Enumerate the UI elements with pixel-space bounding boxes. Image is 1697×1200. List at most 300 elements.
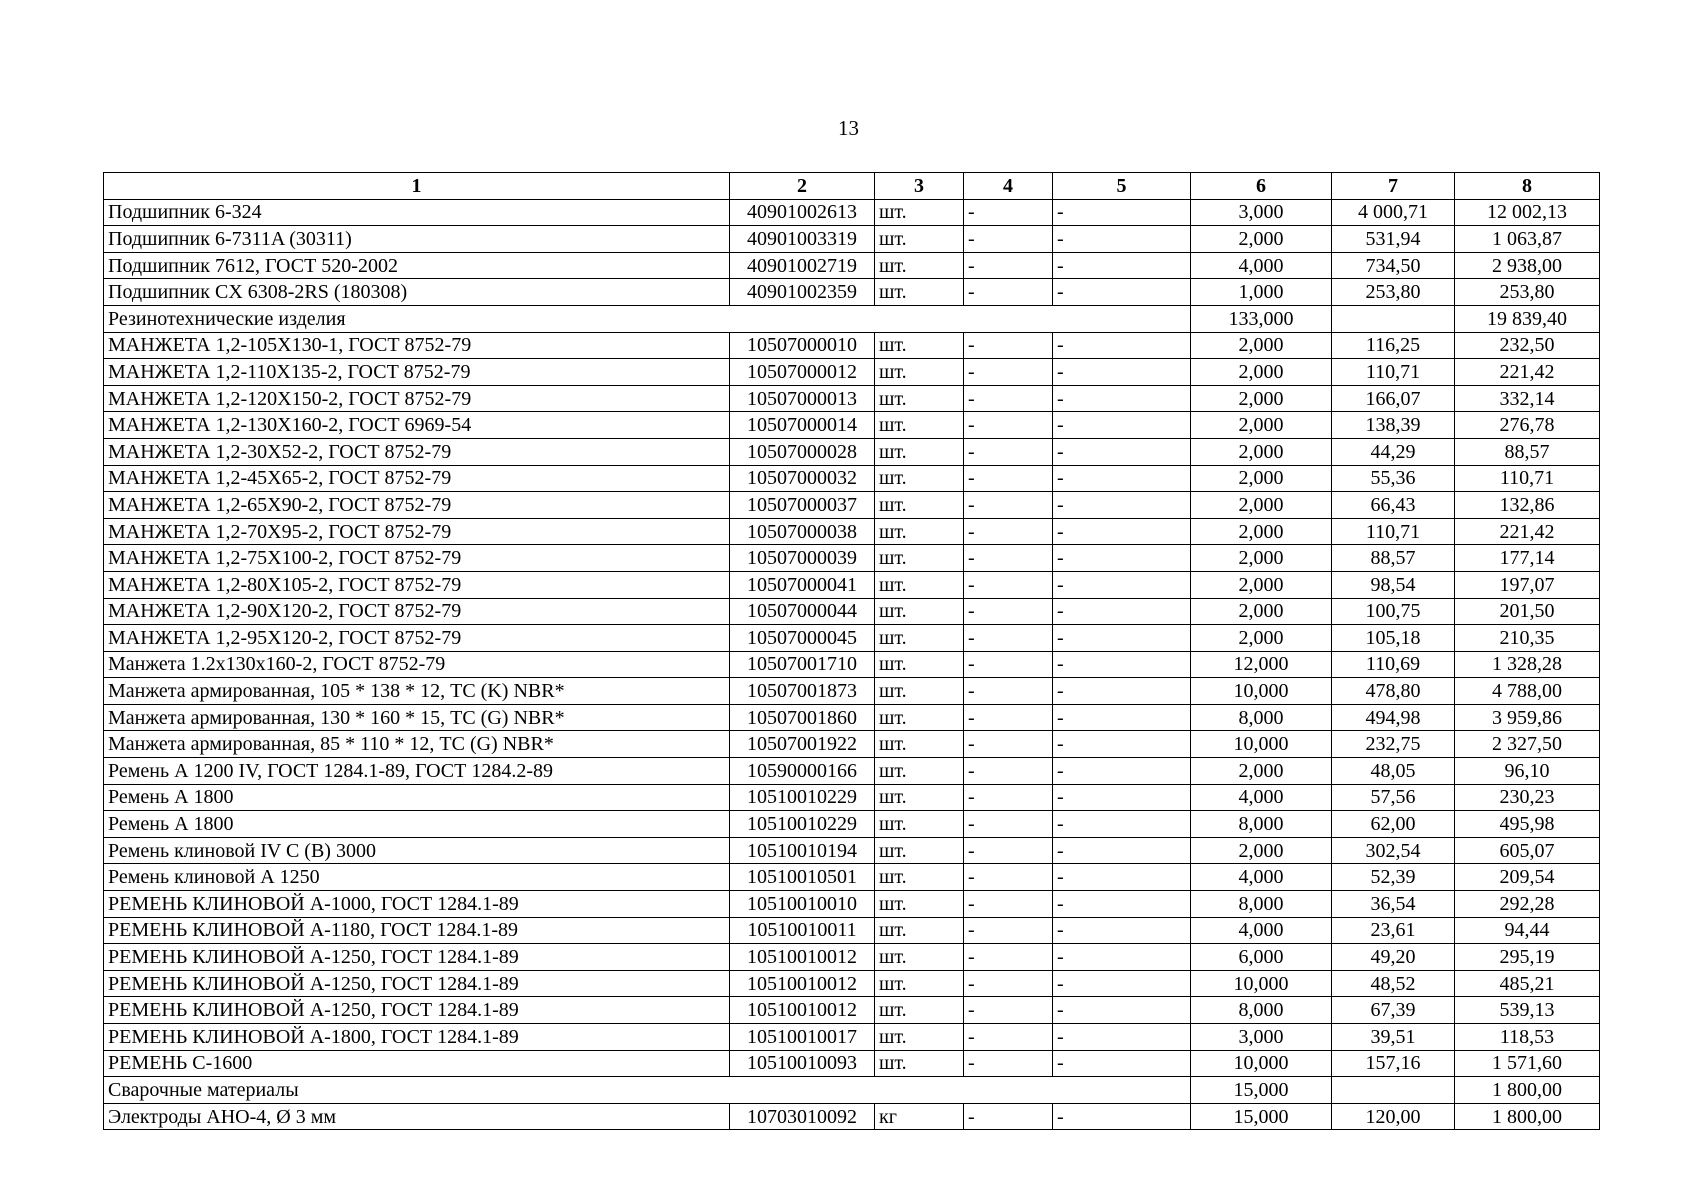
item-name-cell: РЕМЕНЬ КЛИНОВОЙ А-1180, ГОСТ 1284.1-89 xyxy=(104,917,730,944)
item-name-cell: МАНЖЕТА 1,2-95Х120-2, ГОСТ 8752-79 xyxy=(104,625,730,652)
code-cell: 10507000014 xyxy=(730,412,875,439)
item-name-cell: МАНЖЕТА 1,2-80Х105-2, ГОСТ 8752-79 xyxy=(104,571,730,598)
code-cell: 10703010092 xyxy=(730,1103,875,1130)
unit-cell: шт. xyxy=(875,465,964,492)
unit-cell: шт. xyxy=(875,837,964,864)
col4-cell: - xyxy=(964,359,1053,386)
sum-cell: 1 571,60 xyxy=(1455,1050,1600,1077)
code-cell: 10510010011 xyxy=(730,917,875,944)
qty-cell: 133,000 xyxy=(1191,305,1332,332)
group-name-cell: Сварочные материалы xyxy=(104,1077,1191,1104)
col4-cell: - xyxy=(964,837,1053,864)
col4-cell: - xyxy=(964,226,1053,253)
qty-cell: 8,000 xyxy=(1191,997,1332,1024)
price-cell: 531,94 xyxy=(1332,226,1455,253)
code-cell: 40901002359 xyxy=(730,279,875,306)
table-row xyxy=(104,226,1600,253)
qty-cell: 12,000 xyxy=(1191,651,1332,678)
sum-cell: 197,07 xyxy=(1455,571,1600,598)
item-name-cell: МАНЖЕТА 1,2-45Х65-2, ГОСТ 8752-79 xyxy=(104,465,730,492)
unit-cell: шт. xyxy=(875,891,964,918)
col5-cell: - xyxy=(1053,758,1191,785)
qty-cell: 2,000 xyxy=(1191,837,1332,864)
col4-cell: - xyxy=(964,571,1053,598)
code-cell: 10507000032 xyxy=(730,465,875,492)
unit-cell: шт. xyxy=(875,279,964,306)
col5-cell: - xyxy=(1053,412,1191,439)
unit-cell: шт. xyxy=(875,944,964,971)
code-cell: 10507001710 xyxy=(730,651,875,678)
table-row xyxy=(104,412,1600,439)
unit-cell: шт. xyxy=(875,492,964,519)
unit-cell: шт. xyxy=(875,226,964,253)
item-name-cell: РЕМЕНЬ С-1600 xyxy=(104,1050,730,1077)
page-number: 13 xyxy=(838,116,859,140)
item-name-cell: Ремень А 1200 IV, ГОСТ 1284.1-89, ГОСТ 1284.2-89 xyxy=(104,758,730,785)
col5-cell: - xyxy=(1053,492,1191,519)
code-cell: 10510010093 xyxy=(730,1050,875,1077)
col5-cell: - xyxy=(1053,465,1191,492)
col5-cell: - xyxy=(1053,811,1191,838)
col4-cell: - xyxy=(964,917,1053,944)
col4-cell: - xyxy=(964,438,1053,465)
table-row xyxy=(104,598,1600,625)
unit-cell: шт. xyxy=(875,678,964,705)
header-col-1: 1 xyxy=(104,173,730,200)
price-cell: 98,54 xyxy=(1332,571,1455,598)
table-row xyxy=(104,438,1600,465)
qty-cell: 10,000 xyxy=(1191,970,1332,997)
col4-cell: - xyxy=(964,199,1053,226)
qty-cell: 8,000 xyxy=(1191,704,1332,731)
qty-cell: 2,000 xyxy=(1191,438,1332,465)
table-row xyxy=(104,864,1600,891)
col5-cell: - xyxy=(1053,545,1191,572)
header-col-3: 3 xyxy=(875,173,964,200)
qty-cell: 6,000 xyxy=(1191,944,1332,971)
qty-cell: 2,000 xyxy=(1191,385,1332,412)
table-row xyxy=(104,1103,1600,1130)
table-row xyxy=(104,492,1600,519)
qty-cell: 2,000 xyxy=(1191,359,1332,386)
qty-cell: 2,000 xyxy=(1191,571,1332,598)
code-cell: 10510010229 xyxy=(730,784,875,811)
code-cell: 10507000039 xyxy=(730,545,875,572)
sum-cell: 539,13 xyxy=(1455,997,1600,1024)
sum-cell: 110,71 xyxy=(1455,465,1600,492)
item-name-cell: МАНЖЕТА 1,2-70Х95-2, ГОСТ 8752-79 xyxy=(104,518,730,545)
qty-cell: 4,000 xyxy=(1191,784,1332,811)
col5-cell: - xyxy=(1053,837,1191,864)
unit-cell: шт. xyxy=(875,651,964,678)
price-cell: 39,51 xyxy=(1332,1024,1455,1051)
materials-table xyxy=(103,172,1600,1130)
col5-cell: - xyxy=(1053,864,1191,891)
col5-cell: - xyxy=(1053,704,1191,731)
price-cell: 49,20 xyxy=(1332,944,1455,971)
sum-cell: 94,44 xyxy=(1455,917,1600,944)
header-col-4: 4 xyxy=(964,173,1053,200)
sum-cell: 332,14 xyxy=(1455,385,1600,412)
code-cell: 10507001860 xyxy=(730,704,875,731)
price-cell: 734,50 xyxy=(1332,252,1455,279)
qty-cell: 8,000 xyxy=(1191,811,1332,838)
header-col-7: 7 xyxy=(1332,173,1455,200)
code-cell: 10510010017 xyxy=(730,1024,875,1051)
price-cell: 116,25 xyxy=(1332,332,1455,359)
qty-cell: 3,000 xyxy=(1191,199,1332,226)
code-cell: 10510010194 xyxy=(730,837,875,864)
code-cell: 10507000028 xyxy=(730,438,875,465)
item-name-cell: РЕМЕНЬ КЛИНОВОЙ А-1000, ГОСТ 1284.1-89 xyxy=(104,891,730,918)
sum-cell: 201,50 xyxy=(1455,598,1600,625)
code-cell: 10510010010 xyxy=(730,891,875,918)
header-col-8: 8 xyxy=(1455,173,1600,200)
col5-cell: - xyxy=(1053,784,1191,811)
qty-cell: 4,000 xyxy=(1191,917,1332,944)
qty-cell: 3,000 xyxy=(1191,1024,1332,1051)
col4-cell: - xyxy=(964,970,1053,997)
col5-cell: - xyxy=(1053,997,1191,1024)
unit-cell: шт. xyxy=(875,571,964,598)
code-cell: 40901002613 xyxy=(730,199,875,226)
price-cell: 138,39 xyxy=(1332,412,1455,439)
price-cell xyxy=(1332,305,1455,332)
price-cell: 62,00 xyxy=(1332,811,1455,838)
col5-cell: - xyxy=(1053,944,1191,971)
col5-cell: - xyxy=(1053,279,1191,306)
col4-cell: - xyxy=(964,598,1053,625)
unit-cell: шт. xyxy=(875,598,964,625)
sum-cell: 221,42 xyxy=(1455,518,1600,545)
item-name-cell: МАНЖЕТА 1,2-90Х120-2, ГОСТ 8752-79 xyxy=(104,598,730,625)
qty-cell: 2,000 xyxy=(1191,465,1332,492)
unit-cell: шт. xyxy=(875,784,964,811)
qty-cell: 15,000 xyxy=(1191,1077,1332,1104)
header-col-5: 5 xyxy=(1053,173,1191,200)
col5-cell: - xyxy=(1053,891,1191,918)
sum-cell: 221,42 xyxy=(1455,359,1600,386)
qty-cell: 2,000 xyxy=(1191,518,1332,545)
price-cell: 48,52 xyxy=(1332,970,1455,997)
sum-cell: 88,57 xyxy=(1455,438,1600,465)
item-name-cell: РЕМЕНЬ КЛИНОВОЙ А-1250, ГОСТ 1284.1-89 xyxy=(104,997,730,1024)
table-row xyxy=(104,199,1600,226)
qty-cell: 15,000 xyxy=(1191,1103,1332,1130)
price-cell: 120,00 xyxy=(1332,1103,1455,1130)
table-row xyxy=(104,359,1600,386)
qty-cell: 2,000 xyxy=(1191,412,1332,439)
item-name-cell: Манжета армированная, 105 * 138 * 12, TC (K) NBR* xyxy=(104,678,730,705)
sum-cell: 19 839,40 xyxy=(1455,305,1600,332)
unit-cell: шт. xyxy=(875,1050,964,1077)
table-row xyxy=(104,678,1600,705)
qty-cell: 4,000 xyxy=(1191,864,1332,891)
col4-cell: - xyxy=(964,704,1053,731)
col4-cell: - xyxy=(964,518,1053,545)
code-cell: 10510010229 xyxy=(730,811,875,838)
table-row xyxy=(104,837,1600,864)
qty-cell: 2,000 xyxy=(1191,492,1332,519)
item-name-cell: Ремень А 1800 xyxy=(104,811,730,838)
item-name-cell: Подшипник 7612, ГОСТ 520-2002 xyxy=(104,252,730,279)
sum-cell: 2 938,00 xyxy=(1455,252,1600,279)
group-name-cell: Резинотехнические изделия xyxy=(104,305,1191,332)
code-cell: 10510010012 xyxy=(730,970,875,997)
item-name-cell: Подшипник 6-324 xyxy=(104,199,730,226)
qty-cell: 4,000 xyxy=(1191,252,1332,279)
col4-cell: - xyxy=(964,1024,1053,1051)
col5-cell: - xyxy=(1053,970,1191,997)
col4-cell: - xyxy=(964,1050,1053,1077)
item-name-cell: Ремень клиновой А 1250 xyxy=(104,864,730,891)
price-cell: 23,61 xyxy=(1332,917,1455,944)
qty-cell: 10,000 xyxy=(1191,731,1332,758)
qty-cell: 2,000 xyxy=(1191,226,1332,253)
price-cell: 494,98 xyxy=(1332,704,1455,731)
price-cell: 110,71 xyxy=(1332,359,1455,386)
col4-cell: - xyxy=(964,332,1053,359)
col5-cell: - xyxy=(1053,226,1191,253)
col4-cell: - xyxy=(964,811,1053,838)
sum-cell: 177,14 xyxy=(1455,545,1600,572)
code-cell: 10507000044 xyxy=(730,598,875,625)
table-row xyxy=(104,1050,1600,1077)
unit-cell: шт. xyxy=(875,970,964,997)
col4-cell: - xyxy=(964,678,1053,705)
code-cell: 10507000013 xyxy=(730,385,875,412)
sum-cell: 4 788,00 xyxy=(1455,678,1600,705)
sum-cell: 1 328,28 xyxy=(1455,651,1600,678)
col4-cell: - xyxy=(964,891,1053,918)
price-cell: 478,80 xyxy=(1332,678,1455,705)
unit-cell: шт. xyxy=(875,385,964,412)
item-name-cell: Подшипник CX 6308-2RS (180308) xyxy=(104,279,730,306)
col5-cell: - xyxy=(1053,1050,1191,1077)
code-cell: 40901002719 xyxy=(730,252,875,279)
sum-cell: 210,35 xyxy=(1455,625,1600,652)
price-cell: 88,57 xyxy=(1332,545,1455,572)
unit-cell: шт. xyxy=(875,359,964,386)
code-cell: 10507001873 xyxy=(730,678,875,705)
sum-cell: 232,50 xyxy=(1455,332,1600,359)
table-row xyxy=(104,279,1600,306)
sum-cell: 295,19 xyxy=(1455,944,1600,971)
col4-cell: - xyxy=(964,545,1053,572)
table-row xyxy=(104,625,1600,652)
code-cell: 10507000041 xyxy=(730,571,875,598)
price-cell: 105,18 xyxy=(1332,625,1455,652)
code-cell: 10590000166 xyxy=(730,758,875,785)
price-cell xyxy=(1332,1077,1455,1104)
code-cell: 10510010012 xyxy=(730,997,875,1024)
col4-cell: - xyxy=(964,651,1053,678)
code-cell: 10507000045 xyxy=(730,625,875,652)
col4-cell: - xyxy=(964,864,1053,891)
price-cell: 166,07 xyxy=(1332,385,1455,412)
header-col-6: 6 xyxy=(1191,173,1332,200)
unit-cell: шт. xyxy=(875,811,964,838)
code-cell: 10510010012 xyxy=(730,944,875,971)
table-row xyxy=(104,917,1600,944)
col4-cell: - xyxy=(964,625,1053,652)
code-cell: 40901003319 xyxy=(730,226,875,253)
col5-cell: - xyxy=(1053,332,1191,359)
col5-cell: - xyxy=(1053,359,1191,386)
unit-cell: шт. xyxy=(875,625,964,652)
price-cell: 36,54 xyxy=(1332,891,1455,918)
col4-cell: - xyxy=(964,252,1053,279)
col4-cell: - xyxy=(964,784,1053,811)
sum-cell: 132,86 xyxy=(1455,492,1600,519)
col5-cell: - xyxy=(1053,1024,1191,1051)
price-cell: 48,05 xyxy=(1332,758,1455,785)
unit-cell: шт. xyxy=(875,332,964,359)
qty-cell: 2,000 xyxy=(1191,758,1332,785)
item-name-cell: МАНЖЕТА 1,2-65Х90-2, ГОСТ 8752-79 xyxy=(104,492,730,519)
unit-cell: шт. xyxy=(875,545,964,572)
item-name-cell: Манжета 1.2х130х160-2, ГОСТ 8752-79 xyxy=(104,651,730,678)
unit-cell: шт. xyxy=(875,412,964,439)
table-row xyxy=(104,891,1600,918)
table-row xyxy=(104,997,1600,1024)
unit-cell: шт. xyxy=(875,864,964,891)
group-row xyxy=(104,1077,1600,1104)
price-cell: 110,69 xyxy=(1332,651,1455,678)
sum-cell: 96,10 xyxy=(1455,758,1600,785)
sum-cell: 209,54 xyxy=(1455,864,1600,891)
item-name-cell: МАНЖЕТА 1,2-30Х52-2, ГОСТ 8752-79 xyxy=(104,438,730,465)
unit-cell: шт. xyxy=(875,731,964,758)
code-cell: 10507001922 xyxy=(730,731,875,758)
col5-cell: - xyxy=(1053,651,1191,678)
col5-cell: - xyxy=(1053,199,1191,226)
table-row xyxy=(104,784,1600,811)
item-name-cell: Электроды АНО-4, Ø 3 мм xyxy=(104,1103,730,1130)
item-name-cell: МАНЖЕТА 1,2-120Х150-2, ГОСТ 8752-79 xyxy=(104,385,730,412)
col5-cell: - xyxy=(1053,625,1191,652)
table-row xyxy=(104,465,1600,492)
table-row xyxy=(104,1024,1600,1051)
col4-cell: - xyxy=(964,758,1053,785)
price-cell: 100,75 xyxy=(1332,598,1455,625)
price-cell: 55,36 xyxy=(1332,465,1455,492)
sum-cell: 12 002,13 xyxy=(1455,199,1600,226)
item-name-cell: РЕМЕНЬ КЛИНОВОЙ А-1250, ГОСТ 1284.1-89 xyxy=(104,970,730,997)
qty-cell: 8,000 xyxy=(1191,891,1332,918)
qty-cell: 1,000 xyxy=(1191,279,1332,306)
table-row xyxy=(104,811,1600,838)
code-cell: 10507000037 xyxy=(730,492,875,519)
table-row xyxy=(104,704,1600,731)
col5-cell: - xyxy=(1053,252,1191,279)
table-row xyxy=(104,252,1600,279)
sum-cell: 495,98 xyxy=(1455,811,1600,838)
unit-cell: шт. xyxy=(875,438,964,465)
table-row xyxy=(104,385,1600,412)
code-cell: 10507000012 xyxy=(730,359,875,386)
col4-cell: - xyxy=(964,1103,1053,1130)
qty-cell: 10,000 xyxy=(1191,678,1332,705)
item-name-cell: МАНЖЕТА 1,2-130Х160-2, ГОСТ 6969-54 xyxy=(104,412,730,439)
table-row xyxy=(104,970,1600,997)
table-row xyxy=(104,758,1600,785)
sum-cell: 3 959,86 xyxy=(1455,704,1600,731)
sum-cell: 1 063,87 xyxy=(1455,226,1600,253)
unit-cell: шт. xyxy=(875,199,964,226)
col4-cell: - xyxy=(964,465,1053,492)
unit-cell: кг xyxy=(875,1103,964,1130)
table-row xyxy=(104,571,1600,598)
header-row xyxy=(104,173,1600,200)
unit-cell: шт. xyxy=(875,704,964,731)
table-row xyxy=(104,332,1600,359)
col4-cell: - xyxy=(964,944,1053,971)
qty-cell: 2,000 xyxy=(1191,545,1332,572)
code-cell: 10507000038 xyxy=(730,518,875,545)
sum-cell: 118,53 xyxy=(1455,1024,1600,1051)
unit-cell: шт. xyxy=(875,917,964,944)
col5-cell: - xyxy=(1053,518,1191,545)
price-cell: 67,39 xyxy=(1332,997,1455,1024)
table-row xyxy=(104,651,1600,678)
col5-cell: - xyxy=(1053,731,1191,758)
col5-cell: - xyxy=(1053,598,1191,625)
item-name-cell: Манжета армированная, 130 * 160 * 15, TC (G) NBR* xyxy=(104,704,730,731)
item-name-cell: МАНЖЕТА 1,2-110Х135-2, ГОСТ 8752-79 xyxy=(104,359,730,386)
sum-cell: 1 800,00 xyxy=(1455,1103,1600,1130)
col4-cell: - xyxy=(964,279,1053,306)
table-body xyxy=(104,199,1600,1130)
unit-cell: шт. xyxy=(875,518,964,545)
col5-cell: - xyxy=(1053,571,1191,598)
code-cell: 10510010501 xyxy=(730,864,875,891)
col5-cell: - xyxy=(1053,385,1191,412)
sum-cell: 276,78 xyxy=(1455,412,1600,439)
item-name-cell: МАНЖЕТА 1,2-75Х100-2, ГОСТ 8752-79 xyxy=(104,545,730,572)
group-row xyxy=(104,305,1600,332)
col5-cell: - xyxy=(1053,1103,1191,1130)
price-cell: 44,29 xyxy=(1332,438,1455,465)
table-row xyxy=(104,545,1600,572)
price-cell: 253,80 xyxy=(1332,279,1455,306)
sum-cell: 1 800,00 xyxy=(1455,1077,1600,1104)
col5-cell: - xyxy=(1053,678,1191,705)
header-col-2: 2 xyxy=(730,173,875,200)
qty-cell: 2,000 xyxy=(1191,598,1332,625)
sum-cell: 253,80 xyxy=(1455,279,1600,306)
item-name-cell: Подшипник 6-7311A (30311) xyxy=(104,226,730,253)
col4-cell: - xyxy=(964,997,1053,1024)
price-cell: 302,54 xyxy=(1332,837,1455,864)
price-cell: 232,75 xyxy=(1332,731,1455,758)
col5-cell: - xyxy=(1053,917,1191,944)
table-row xyxy=(104,944,1600,971)
item-name-cell: РЕМЕНЬ КЛИНОВОЙ А-1800, ГОСТ 1284.1-89 xyxy=(104,1024,730,1051)
item-name-cell: Ремень клиновой IV С (В) 3000 xyxy=(104,837,730,864)
col4-cell: - xyxy=(964,731,1053,758)
price-cell: 66,43 xyxy=(1332,492,1455,519)
unit-cell: шт. xyxy=(875,758,964,785)
sum-cell: 230,23 xyxy=(1455,784,1600,811)
table-row xyxy=(104,731,1600,758)
col5-cell: - xyxy=(1053,438,1191,465)
price-cell: 52,39 xyxy=(1332,864,1455,891)
item-name-cell: Ремень А 1800 xyxy=(104,784,730,811)
unit-cell: шт. xyxy=(875,252,964,279)
item-name-cell: РЕМЕНЬ КЛИНОВОЙ А-1250, ГОСТ 1284.1-89 xyxy=(104,944,730,971)
price-cell: 57,56 xyxy=(1332,784,1455,811)
